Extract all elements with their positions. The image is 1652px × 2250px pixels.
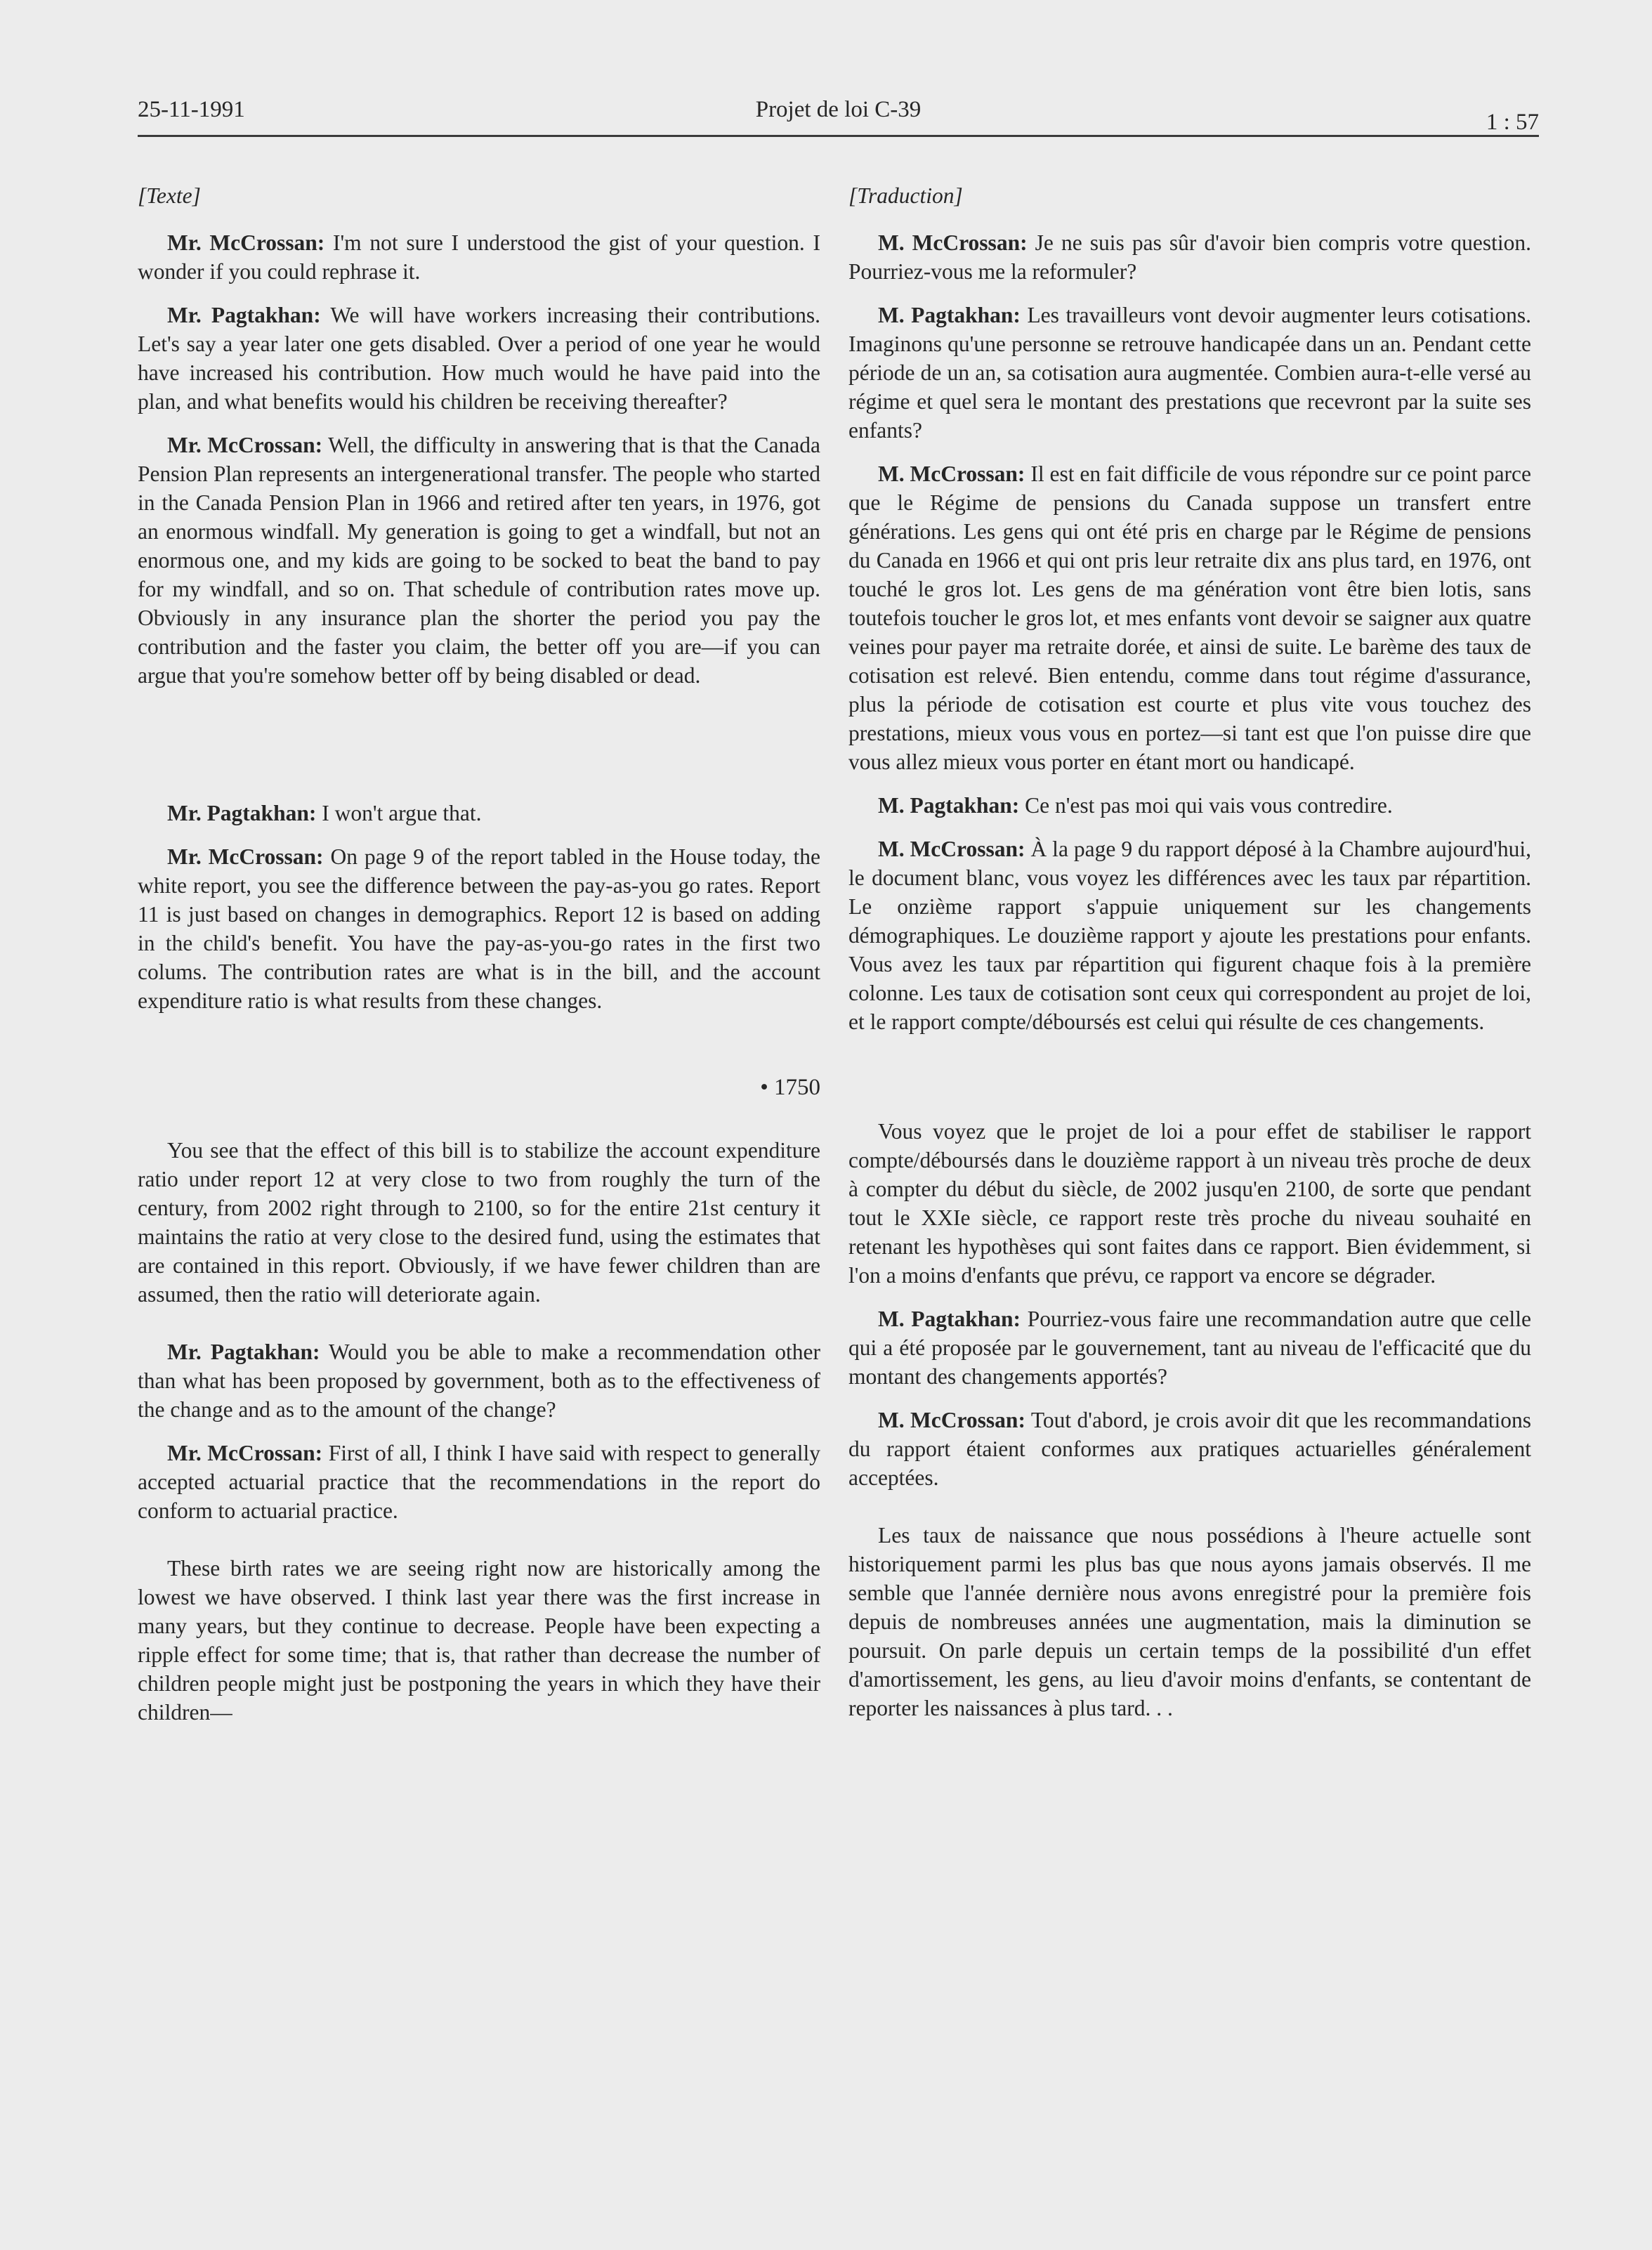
paragraph-text: Vous voyez que le projet de loi a pour effet de stabiliser le rapport compte/déboursés dans le douzième rapport à un niveau très proche de deux à compter du début du siècle, de 2002 jusqu'en 2100, de sorte que pendant tout le XXIe siècle, ce rapport reste très proche du niveau souhaité en retenant les hypothèses qui sont faites dans ce rapport. Bien évidemment, si l'on a moins d'enfants que prévu, ce rapport va encore se dégrader. [848, 1119, 1531, 1288]
paragraph-text: First of all, I think I have said with respect to generally accepted actuarial practice that the recommendations in the report do conform to actuarial practice. [138, 1441, 820, 1523]
paragraph [138, 1337, 820, 1424]
paragraph-text: Je ne suis pas sûr d'avoir bien compris votre question. Pourriez-vous me la reformuler? [848, 230, 1531, 284]
header-date: 25-11-1991 [138, 97, 245, 122]
speaker-name: Mr. McCrossan: [167, 433, 323, 457]
french-column [848, 181, 1531, 1737]
paragraph-text: À la page 9 du rapport déposé à la Chambre aujourd'hui, le document blanc, vous voyez les différences avec les taux par répartition. Le onzième rapport s'appuie uniquement sur les changements démographiques. Le douzième rapport y ajoute les prestations pour enfants. Vous avez les taux par répartition qui figurent chaque fois à la première colonne. Les taux de cotisation sont ceux qui correspondent au projet de loi, et le rapport compte/déboursés est celui qui résulte de ces changements. [848, 837, 1531, 1034]
speaker-name: Mr. Pagtakhan: [167, 801, 317, 825]
paragraph-text: Il est en fait difficile de vous répondre sur ce point parce que le Régime de pensions du Canada suppose un transfert entre générations. Les gens qui ont été pris en charge par le Régime de pensions du Canada en 1966 et qui ont pris leur retraite dix ans plus tard, en 1976, ont touché le gros lot. Les gens de ma génération vont être bien lotis, sans toutefois toucher le gros lot, et mes enfants vont devoir se saigner aux quatre veines pour payer ma retraite dorée, et ainsi de suite. Le barème des taux de cotisation est relevé. Bien entendu, comme dans tout régime d'assurance, plus la période de cotisation est courte et plus vite vous touchez des prestations, mieux vous vous en portez—si tant est que l'on puisse dire que vous allez mieux vous porter en étant mort ou handicapé. [848, 462, 1531, 774]
paragraph-text: Pourriez-vous faire une recommandation autre que celle qui a été proposée par le gouvernement, tant au niveau de l'efficacité que du montant des changements apportés? [848, 1307, 1531, 1389]
paragraph [138, 1439, 820, 1525]
header-page-number: 1 : 57 [1486, 110, 1539, 135]
paragraph-text: These birth rates we are seeing right now are historically among the lowest we have observed. I think last year there was the first increase in many years, but they continue to decrease. People have been expecting a ripple effect for some time; that is, that rather than decrease the number of children people might just be postponing the years in which they have their children— [138, 1556, 820, 1725]
header-title: Projet de loi C-39 [755, 97, 922, 122]
paragraph [848, 791, 1531, 820]
speaker-name: M. Pagtakhan: [878, 793, 1020, 818]
speaker-name: Mr. McCrossan: [167, 1441, 323, 1465]
paragraph-text: On page 9 of the report tabled in the House today, the white report, you see the difference between the pay-as-you go rates. Report 11 is just based on changes in demographics. Report 12 is based on adding in the child's benefit. You have the pay-as-you-go rates in the first two colums. The contribution rates are what is in the bill, and the account expenditure ratio is what results from these changes. [138, 844, 821, 1013]
speaker-name: Mr. McCrossan: [167, 844, 324, 869]
paragraph-text: Would you be able to make a recommendation other than what has been proposed by government, both as to the effectiveness of the change and as to the amount of the change? [138, 1340, 820, 1422]
language-label: [Traduction] [848, 183, 963, 208]
english-column [138, 181, 820, 1741]
speaker-name: Mr. McCrossan: [167, 230, 325, 255]
speaker-name: Mr. Pagtakhan: [167, 303, 321, 327]
paragraph [848, 1521, 1531, 1722]
paragraph [848, 835, 1531, 1036]
page-header [138, 97, 1539, 139]
paragraph-text: Ce n'est pas moi qui vais vous contredire. [1025, 793, 1393, 818]
language-label: [Texte] [138, 183, 201, 208]
paragraph [138, 1136, 820, 1309]
paragraph [138, 842, 820, 1015]
paragraph [138, 799, 820, 828]
speaker-name: M. Pagtakhan: [878, 303, 1021, 327]
speaker-name: M. McCrossan: [878, 462, 1025, 486]
paragraph-text: I won't argue that. [322, 801, 482, 825]
paragraph-text: Les travailleurs vont devoir augmenter leurs cotisations. Imaginons qu'une personne se retrouve handicapée dans un an. Pendant cette période de un an, sa cotisation aura augmentée. Combien aura-t-elle versé au régime et quel sera le montant des prestations que recevront par la suite ses enfants? [848, 303, 1531, 443]
paragraph [138, 431, 820, 690]
paragraph [848, 1304, 1531, 1391]
paragraph [848, 1406, 1531, 1492]
header-rule [138, 135, 1539, 137]
paragraph-text: You see that the effect of this bill is to stabilize the account expenditure ratio under report 12 at very close to two from roughly the turn of the century, from 2002 right through to 2100, so for the entire 21st century it maintains the ratio at very close to the desired fund, using the estimates that are contained in this report. Obviously, if we have fewer children than are assumed, then the ratio will deteriorate again. [138, 1138, 820, 1307]
paragraph [138, 301, 820, 416]
speaker-name: M. McCrossan: [878, 230, 1028, 255]
paragraph-text: Les taux de naissance que nous possédions à l'heure actuelle sont historiquement parmi les plus bas que nous ayons jamais observés. Il me semble que l'année dernière nous avons enregistré pour la première fois depuis de nombreuses années une augmentation, mais la diminution se poursuit. On parle depuis un certain temps de la possibilité d'un effet d'amortissement, les gens, au lieu d'avoir moins d'enfants, se contentant de reporter les naissances à plus tard. . . [848, 1523, 1531, 1720]
paragraph [848, 459, 1531, 776]
paragraph-text: Well, the difficulty in answering that is that the Canada Pension Plan represents an intergenerational transfer. The people who started in the Canada Pension Plan in 1966 and retired after ten years, in 1976, got an enormous windfall. My generation is going to get a windfall, but not an enormous one, and my kids are going to be socked to beat the band to pay for my windfall, and so on. That schedule of contribution rates move up. Obviously in any insurance plan the shorter the period you pay the contribution and the faster you claim, the better off you are—if you can argue that you're somehow better off by being disabled or dead. [138, 433, 820, 688]
speaker-name: M. McCrossan: [878, 837, 1025, 861]
paragraph [138, 228, 820, 286]
time-marker: • 1750 [760, 1075, 820, 1100]
paragraph-text: We will have workers increasing their contributions. Let's say a year later one gets disabled. Over a period of one year he would have increased his contribution. How much would he have paid into the plan, and what benefits would his children be receiving thereafter? [138, 303, 820, 414]
speaker-name: M. Pagtakhan: [878, 1307, 1021, 1331]
paragraph-text: Tout d'abord, je crois avoir dit que les recommandations du rapport étaient conformes aux pratiques actuarielles généralement acceptées. [848, 1408, 1531, 1490]
speaker-name: Mr. Pagtakhan: [167, 1340, 320, 1364]
paragraph [848, 1117, 1531, 1290]
paragraph [848, 228, 1531, 286]
paragraph-text: I'm not sure I understood the gist of your question. I wonder if you could rephrase it. [138, 230, 820, 284]
paragraph [848, 301, 1531, 445]
paragraph [138, 1554, 820, 1727]
speaker-name: M. McCrossan: [878, 1408, 1025, 1432]
